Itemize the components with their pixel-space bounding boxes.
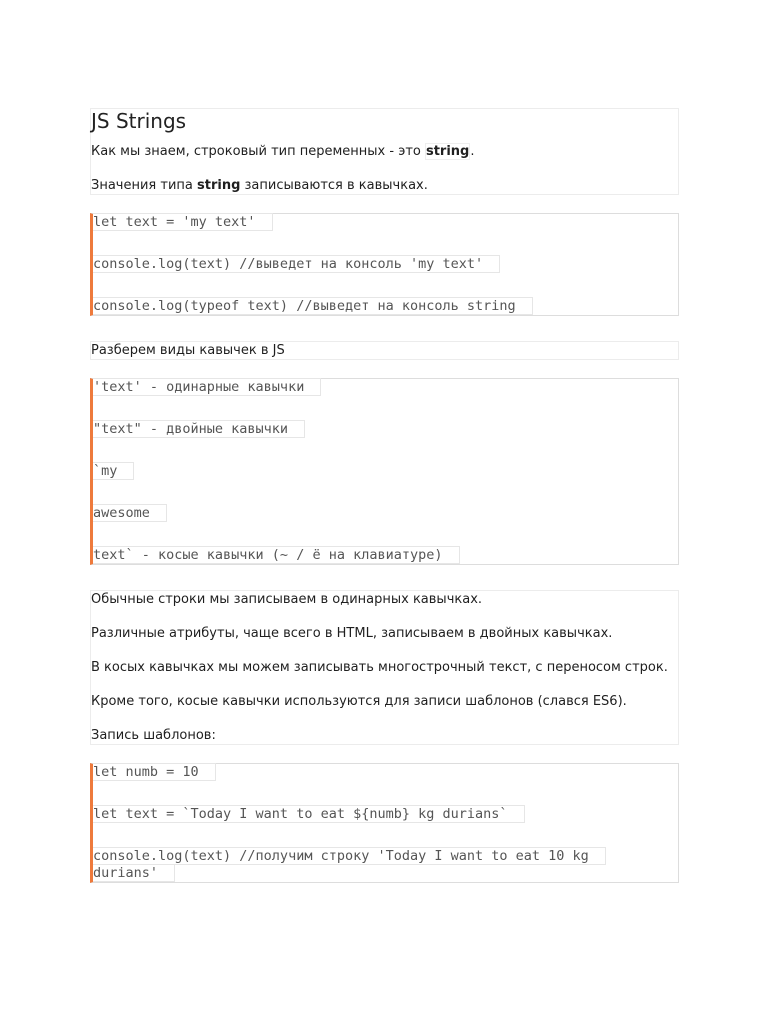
code-line	[93, 379, 678, 396]
code-block-quotes	[90, 378, 679, 565]
code-block-templates	[90, 763, 679, 883]
code-line	[93, 214, 678, 231]
explanation-paragraph: Запись шаблонов:	[91, 728, 216, 743]
intro-paragraph-2	[91, 177, 678, 194]
code-line	[93, 806, 678, 823]
code-line	[93, 421, 678, 438]
intro-p2-text: Значения типа	[91, 178, 197, 193]
page-title: JS Strings	[91, 109, 187, 133]
code-text: durians'	[93, 864, 175, 882]
code-text: let text = `Today I want to eat ${numb} kg durians`	[93, 805, 525, 823]
code-line	[93, 848, 678, 882]
code-text: console.log(text) //получим строку 'Today I want to eat 10 kg	[93, 847, 606, 865]
code-text: console.log(typeof text) //выведет на консоль string	[93, 297, 533, 315]
explanation-paragraph: В косых кавычках мы можем записывать многострочный текст, с переносом строк.	[91, 660, 668, 675]
code-text: `my	[93, 462, 134, 480]
code-text: awesome	[93, 504, 167, 522]
explanation-block	[90, 590, 679, 745]
code-line	[93, 505, 678, 522]
code-text: let text = 'my text'	[93, 213, 273, 231]
intro-p1-end: .	[470, 144, 475, 159]
intro-block	[90, 108, 679, 195]
code-text: "text" - двойные кавычки	[93, 420, 305, 438]
code-line	[93, 298, 678, 315]
code-text: let numb = 10	[93, 763, 216, 781]
intro-p1-text: Как мы знаем, строковый тип переменных - это	[91, 144, 425, 159]
section-heading: Разберем виды кавычек в JS	[91, 343, 285, 358]
code-line	[93, 463, 678, 480]
code-line	[93, 764, 678, 781]
section-heading-block	[90, 341, 679, 360]
code-block-declaration	[90, 213, 679, 316]
intro-p2-end: записываются в кавычках.	[240, 178, 428, 193]
code-line	[93, 256, 678, 273]
explanation-paragraph: Обычные строки мы записываем в одинарных кавычках.	[91, 592, 483, 607]
code-line	[93, 547, 678, 564]
code-text: console.log(text) //выведет на консоль 'my text'	[93, 255, 500, 273]
explanation-paragraph: Кроме того, косые кавычки используются для записи шаблонов (слався ES6).	[91, 694, 627, 709]
intro-paragraph-1	[91, 143, 678, 160]
explanation-paragraph: Различные атрибуты, чаще всего в HTML, записываем в двойных кавычках.	[91, 626, 613, 641]
intro-p2-keyword: string	[197, 178, 241, 193]
code-text: text` - косые кавычки (~ / ё на клавиатуре)	[93, 546, 460, 564]
intro-p1-keyword: string	[425, 144, 470, 159]
document-page	[90, 108, 679, 908]
code-text: 'text' - одинарные кавычки	[93, 378, 321, 396]
